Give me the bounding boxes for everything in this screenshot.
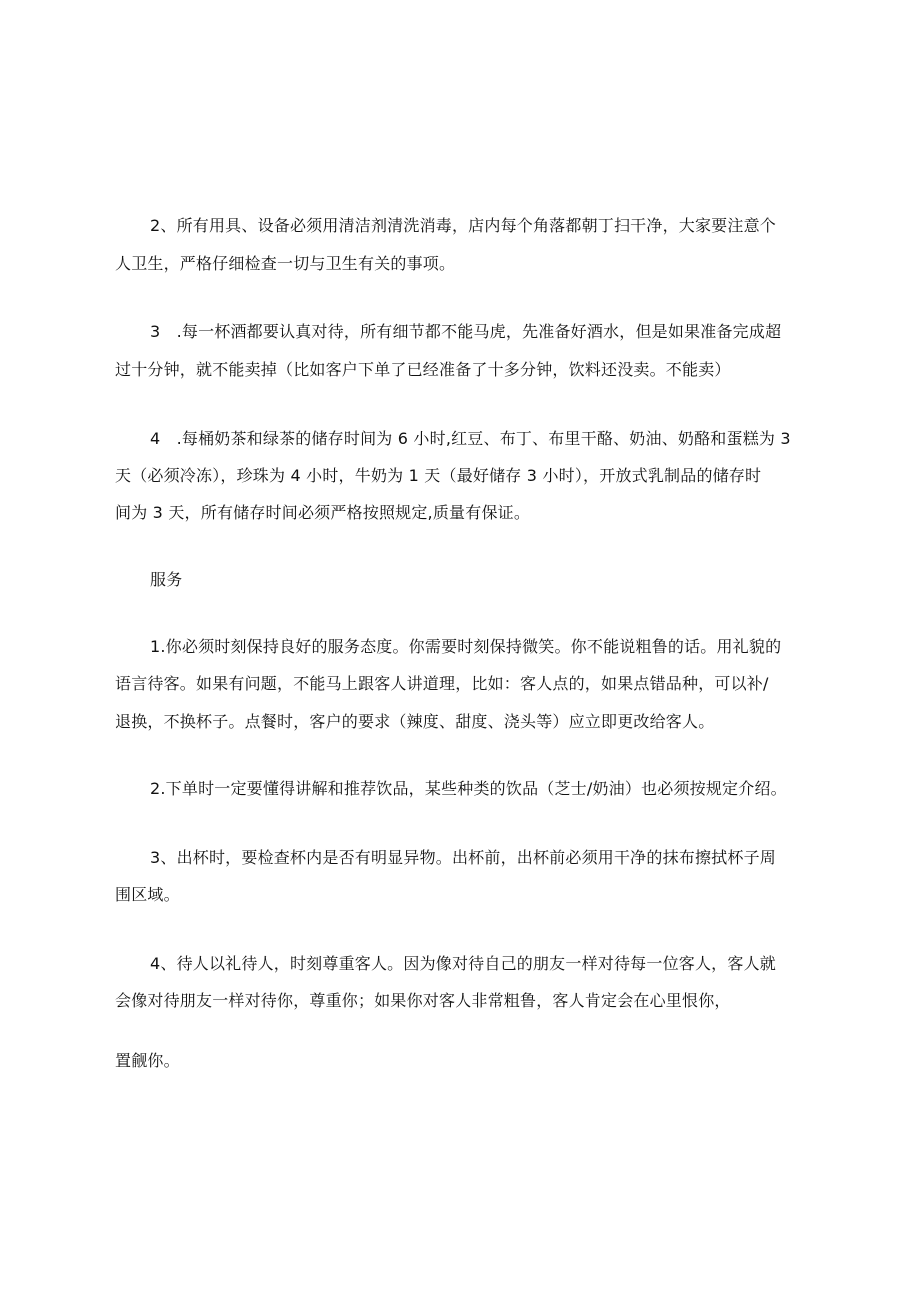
paragraph-2-line-2: 人卫生，严格仔细检查一切与卫生有关的事项。 <box>115 254 456 273</box>
service-1-line-3: 退换，不换杯子。点餐时，客户的要求（辣度、甜度、浇头等）应立即更改给客人。 <box>115 712 715 731</box>
paragraph-3-line-2: 过十分钟，就不能卖掉（比如客户下单了已经准备了十多分钟，饮料还没卖。不能卖） <box>115 360 731 379</box>
service-4-line-2: 会像对待朋友一样对待你，尊重你；如果你对客人非常粗鲁，客人肯定会在心里恨你， <box>115 991 731 1010</box>
paragraph-4-line-3: 间为 3 天，所有储存时间必须严格按照规定,质量有保证。 <box>115 503 531 522</box>
service-3-line-1: 3、出杯时，要检查杯内是否有明显异物。出杯前，出杯前必须用干净的抹布擦拭杯子周 <box>150 848 776 867</box>
service-4-tail: 置觎你。 <box>115 1051 180 1070</box>
service-3-line-2: 围区域。 <box>115 885 180 904</box>
service-2-line-1: 2.下单时一定要懂得讲解和推荐饮品，某些种类的饮品（芝士/奶油）也必须按规定介绍。 <box>150 779 787 798</box>
paragraph-2-line-1: 2、所有用具、设备必须用清洁剂清洗消毒，店内每个角落都朝丁扫干净，大家要注意个 <box>150 216 776 235</box>
service-1-line-1: 1.你必须时刻保持良好的服务态度。你需要时刻保持微笑。你不能说粗鲁的话。用礼貌的 <box>150 637 782 656</box>
service-4-line-1: 4、待人以礼待人，时刻尊重客人。因为像对待自己的朋友一样对待每一位客人，客人就 <box>150 954 776 973</box>
paragraph-4-line-1: 4 .每桶奶茶和绿茶的储存时间为 6 小时,红豆、布丁、布里干酪、奶油、奶酪和蛋糕为 3 <box>150 429 791 448</box>
paragraph-3-line-1: 3 .每一杯酒都要认真对待，所有细节都不能马虎，先准备好酒水，但是如果准备完成超 <box>150 322 782 341</box>
section-heading-service: 服务 <box>150 570 183 589</box>
service-1-line-2: 语言待客。如果有问题，不能马上跟客人讲道理，比如：客人点的，如果点错品种，可以补/ <box>115 674 769 693</box>
paragraph-4-line-2: 天（必须冷冻），珍珠为 4 小时，牛奶为 1 天（最好储存 3 小时），开放式乳制品的储存时 <box>115 466 762 485</box>
